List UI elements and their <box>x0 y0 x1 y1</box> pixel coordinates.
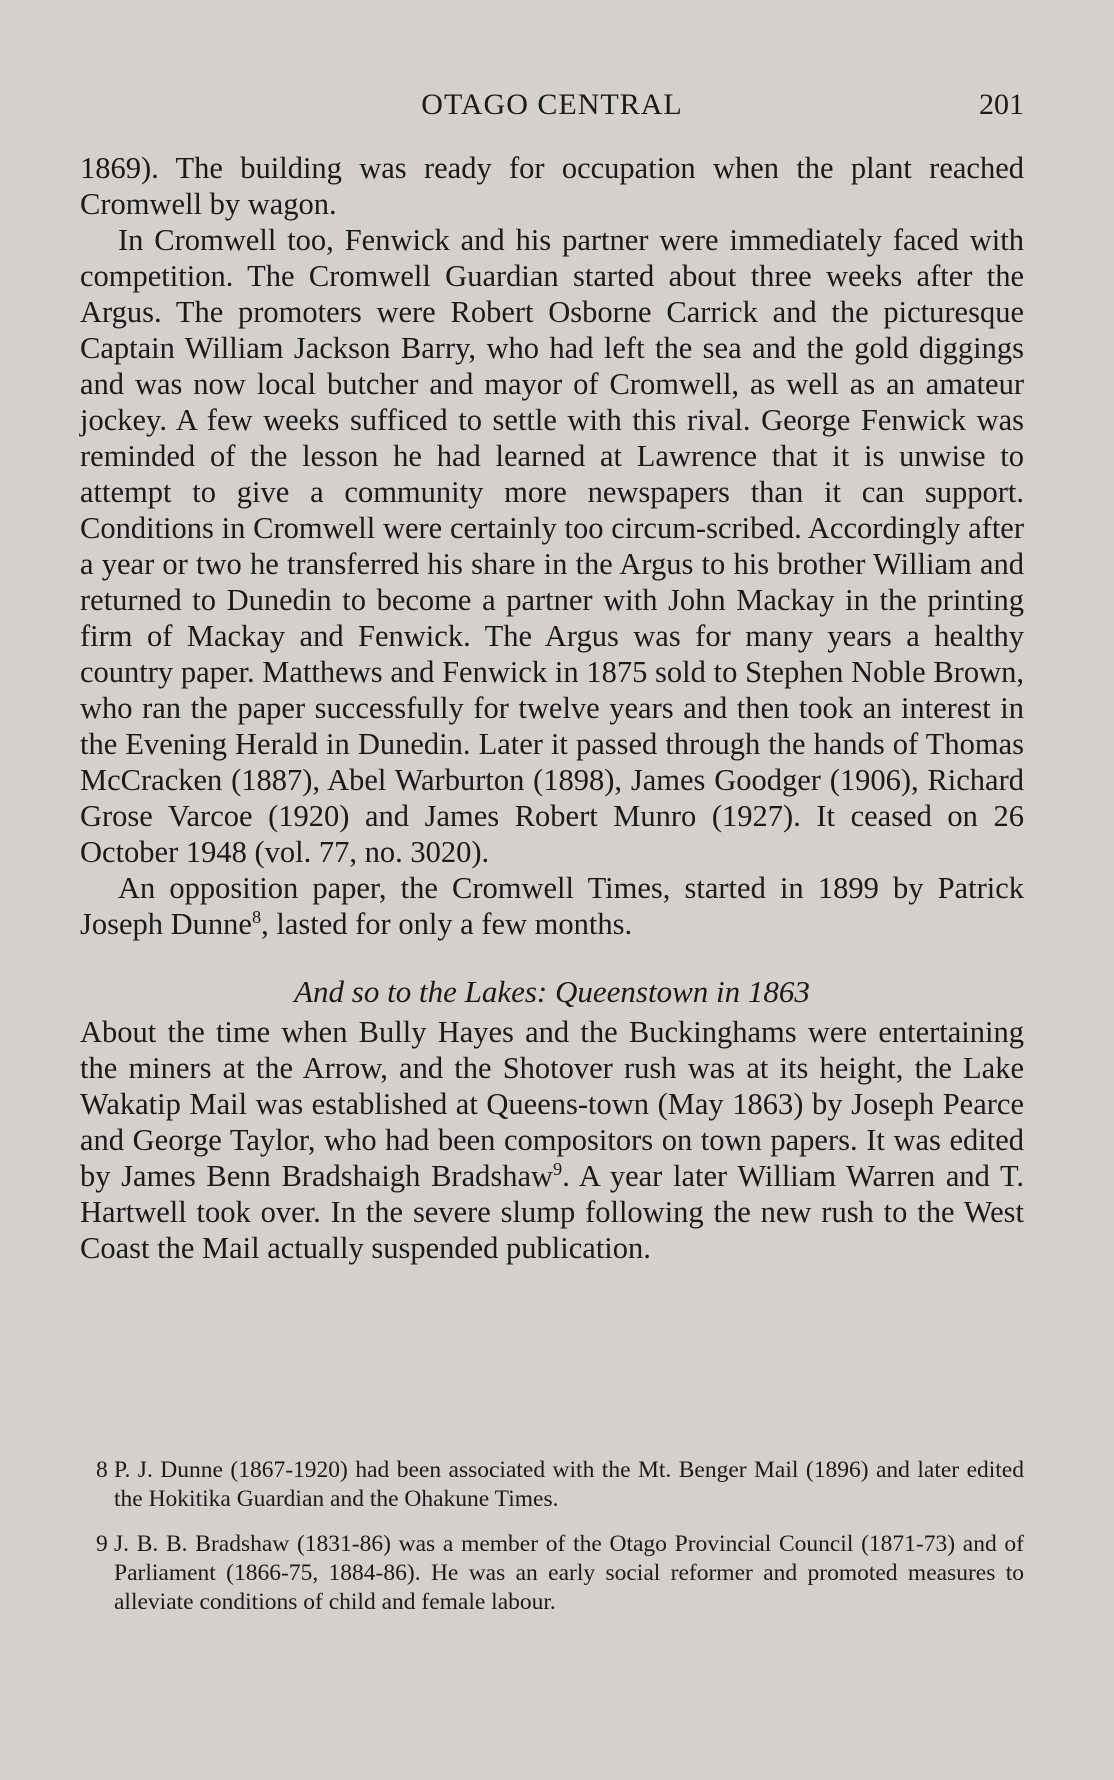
footnote-marker: 9 <box>96 1531 108 1557</box>
running-title: OTAGO CENTRAL <box>421 88 683 121</box>
footnote-marker: 8 <box>96 1457 108 1483</box>
footnote-text: J. B. B. Bradshaw (1831-86) was a member of the Otago Provincial Council (1871-73) and of Parliament (1866-75, 1884-86). He was an early social reformer and promoted measures to alleviate conditions of child and female labour. <box>114 1531 1024 1615</box>
footnote <box>96 1456 1024 1514</box>
footnote-reference: 9 <box>553 1158 563 1179</box>
paragraph-text: , lasted for only a few months. <box>261 907 633 941</box>
running-head <box>80 88 1024 128</box>
paragraph-text: . A year later William Warren and T. Hartwell took over. In the severe slump following the new rush to the West Coast the Mail actually suspended publication. <box>80 1159 1024 1265</box>
paragraph-cromwell-guardian <box>80 222 1024 870</box>
paragraph-cromwell-times <box>80 870 1024 942</box>
paragraph-text: About the time when Bully Hayes and the Buckinghams were entertaining the miners at the Arrow, and the Shotover rush was at its height, the Lake Wakatip Mail was established at Queens-town (May 1863) by Joseph Pearce and George Taylor, who had been compositors on town papers. It was edited by James Benn Bradshaigh Bradshaw <box>80 1015 1024 1193</box>
paragraph-text: An opposition paper, the Cromwell Times, started in 1899 by Patrick Joseph Dunne <box>80 871 1024 941</box>
paragraph-text: In Cromwell too, Fenwick and his partner were immediately faced with competition. The Cromwell Guardian started about three weeks after the Argus. The promoters were Robert Osborne Carrick and the picturesque Captain William Jackson Barry, who had left the sea and the gold diggings and was now local butcher and mayor of Cromwell, as well as an amateur jockey. A few weeks sufficed to settle with this rival. George Fenwick was reminded of the lesson he had learned at Lawrence that it is unwise to attempt to give a community more newspapers than it can support. Conditions in Cromwell were certainly too circum-scribed. Accordingly after a year or two he transferred his share in the Argus to his brother William and returned to Dunedin to become a partner with John Mackay in the printing firm of Mackay and Fenwick. The Argus was for many years a healthy country paper. Matthews and Fenwick in 1875 sold to Stephen Noble Brown, who ran the paper successfully for twelve years and then took an interest in the Evening Herald in Dunedin. Later it passed through the hands of Thomas McCracken (1887), Abel Warburton (1898), James Goodger (1906), Richard Grose Varcoe (1920) and James Robert Munro (1927). It ceased on 26 October 1948 (vol. 77, no. 3020). <box>80 223 1024 869</box>
footnotes <box>96 1456 1024 1633</box>
footnote-text: P. J. Dunne (1867-1920) had been associated with the Mt. Benger Mail (1896) and later edited the Hokitika Guardian and the Ohakune Times. <box>114 1457 1024 1512</box>
paragraph-queenstown <box>80 1014 1024 1266</box>
page-number: 201 <box>979 88 1024 121</box>
footnote-reference: 8 <box>251 906 262 927</box>
section-heading: And so to the Lakes: Queenstown in 1863 <box>294 974 810 1009</box>
body-text <box>80 150 1024 1266</box>
paragraph-text: 1869). The building was ready for occupation when the plant reached Cromwell by wagon. <box>80 151 1024 221</box>
footnote <box>96 1530 1024 1617</box>
paragraph-continuation <box>80 150 1024 222</box>
